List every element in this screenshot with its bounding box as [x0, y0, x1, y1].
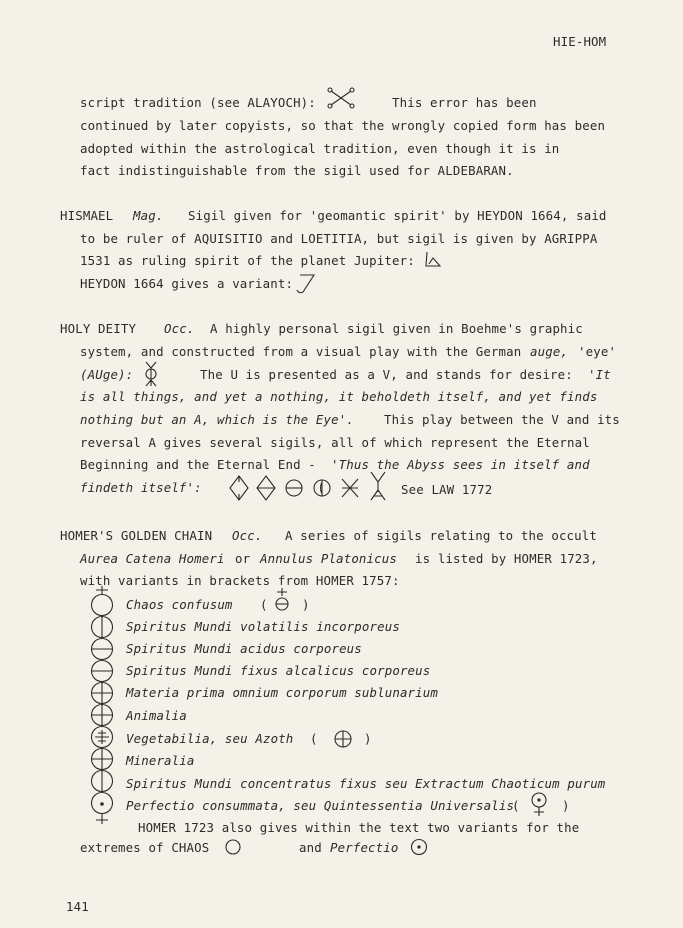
holy-deity-category: Occ.: [164, 321, 195, 336]
holy-deity-line-8a: findeth itself':: [80, 480, 202, 495]
holy-deity-line-7b: 'Thus the Abyss sees in itself and: [331, 457, 590, 472]
holy-deity-line-7a: Beginning and the Eternal End -: [80, 457, 316, 472]
cross-sigil-icon: [339, 476, 361, 500]
hismael-headword: HISMAEL: [60, 208, 114, 223]
paren-close: ): [302, 597, 310, 612]
aldebaran-sigil-icon: [326, 86, 356, 110]
running-head: HIE-HOM: [553, 34, 607, 49]
homer-line-1: A series of sigils relating to the occult: [285, 528, 598, 543]
holy-deity-line-4: is all things, and yet a nothing, it beholdeth itself, and yet finds: [80, 389, 598, 404]
y-sigil-icon: [367, 470, 389, 502]
homer-post-line-2c: Perfectio: [330, 840, 399, 855]
holy-deity-line-3c: 'It: [588, 367, 611, 382]
chain-item-6: Animalia: [126, 708, 187, 723]
homer-line-2c: Annulus Platonicus: [260, 551, 397, 566]
intro-line-1a: script tradition (see ALAYOCH):: [80, 95, 316, 110]
homer-line-2b: or: [235, 551, 251, 566]
holy-deity-headword: HOLY DEITY: [60, 321, 137, 336]
homer-line-2d: is listed by HOMER 1723,: [415, 551, 598, 566]
intro-line-3: adopted within the astrological tradition, even though it is in: [80, 141, 560, 156]
chain-item-7: Vegetabilia, seu Azoth: [126, 731, 294, 746]
hismael-sigil-icon: [423, 250, 443, 270]
chain-item-2: Spiritus Mundi volatilis incorporeus: [126, 619, 400, 634]
holy-deity-line-6: reversal A gives several sigils, all of which represent the Eternal: [80, 435, 590, 450]
chaos-circle-sigil-icon: [224, 837, 242, 857]
chain-item-4: Spiritus Mundi fixus alcalicus corporeus: [126, 663, 431, 678]
perfectio-variant-sigil-icon: [529, 790, 549, 818]
holy-deity-line-8b: See LAW 1772: [401, 482, 493, 497]
homer-post-line-1: HOMER 1723 also gives within the text two variants for the: [138, 820, 580, 835]
holy-deity-line-2a: system, and constructed from a visual play with the German: [80, 344, 522, 359]
chain-item-3: Spiritus Mundi acidus corporeus: [126, 641, 362, 656]
chaos-variant-sigil-icon: [272, 586, 292, 614]
homer-post-line-2a: extremes of CHAOS: [80, 840, 210, 855]
holy-deity-line-1: A highly personal sigil given in Boehme's graphic: [210, 321, 583, 336]
hismael-line-1: Sigil given for 'geomantic spirit' by HEYDON 1664, said: [188, 208, 607, 223]
holy-deity-line-5b: This play between the V and its: [384, 412, 620, 427]
homer-line-3: with variants in brackets from HOMER 1757:: [80, 573, 400, 588]
chain-item-9: Spiritus Mundi concentratus fixus seu Extractum Chaoticum purum: [126, 776, 606, 791]
circle-vertical-sigil-icon: [311, 476, 333, 500]
homer-line-2a: Aurea Catena Homeri: [80, 551, 225, 566]
golden-chain-sigil-icon: [84, 584, 120, 834]
holy-deity-line-5a: nothing but an A, which is the Eye'.: [80, 412, 354, 427]
intro-line-1b: This error has been: [392, 95, 537, 110]
homer-headword: HOMER'S GOLDEN CHAIN: [60, 528, 213, 543]
hismael-line-2: to be ruler of AQUISITIO and LOETITIA, but sigil is given by AGRIPPA: [80, 231, 598, 246]
holy-deity-line-3b: The U is presented as a V, and stands for desire:: [200, 367, 573, 382]
chain-item-5: Materia prima omnium corporum sublunarium: [126, 685, 439, 700]
hismael-variant-sigil-icon: [294, 272, 318, 296]
chain-item-8: Mineralia: [126, 753, 195, 768]
auge-sigil-icon: [143, 360, 159, 388]
intro-line-2: continued by later copyists, so that the wrongly copied form has been: [80, 118, 606, 133]
intro-line-4: fact indistinguishable from the sigil used for ALDEBARAN.: [80, 163, 514, 178]
holy-deity-line-3a: (AUge):: [80, 367, 134, 382]
split-diamond-sigil-icon: [255, 474, 277, 502]
chain-item-1: Chaos confusum: [126, 597, 233, 612]
paren-open-2: (: [310, 731, 318, 746]
holy-deity-line-2b: auge,: [530, 344, 569, 359]
circle-bar-sigil-icon: [283, 476, 305, 500]
paren-open-3: (: [512, 798, 520, 813]
azoth-variant-sigil-icon: [332, 729, 354, 749]
hismael-line-4: HEYDON 1664 gives a variant:: [80, 276, 294, 291]
perfectio-circle-sigil-icon: [409, 837, 429, 857]
chain-item-10: Perfectio consummata, seu Quintessentia Universalis: [126, 798, 515, 813]
diamond-sigil-icon: [228, 474, 250, 502]
paren-open: (: [260, 597, 268, 612]
paren-close-2: ): [364, 731, 372, 746]
homer-post-line-2b: and: [299, 840, 322, 855]
page-number: 141: [66, 899, 89, 914]
homer-category: Occ.: [232, 528, 263, 543]
hismael-line-3: 1531 as ruling spirit of the planet Jupiter:: [80, 253, 415, 268]
hismael-category: Mag.: [133, 208, 164, 223]
paren-close-3: ): [562, 798, 570, 813]
holy-deity-line-2c: 'eye': [578, 344, 617, 359]
